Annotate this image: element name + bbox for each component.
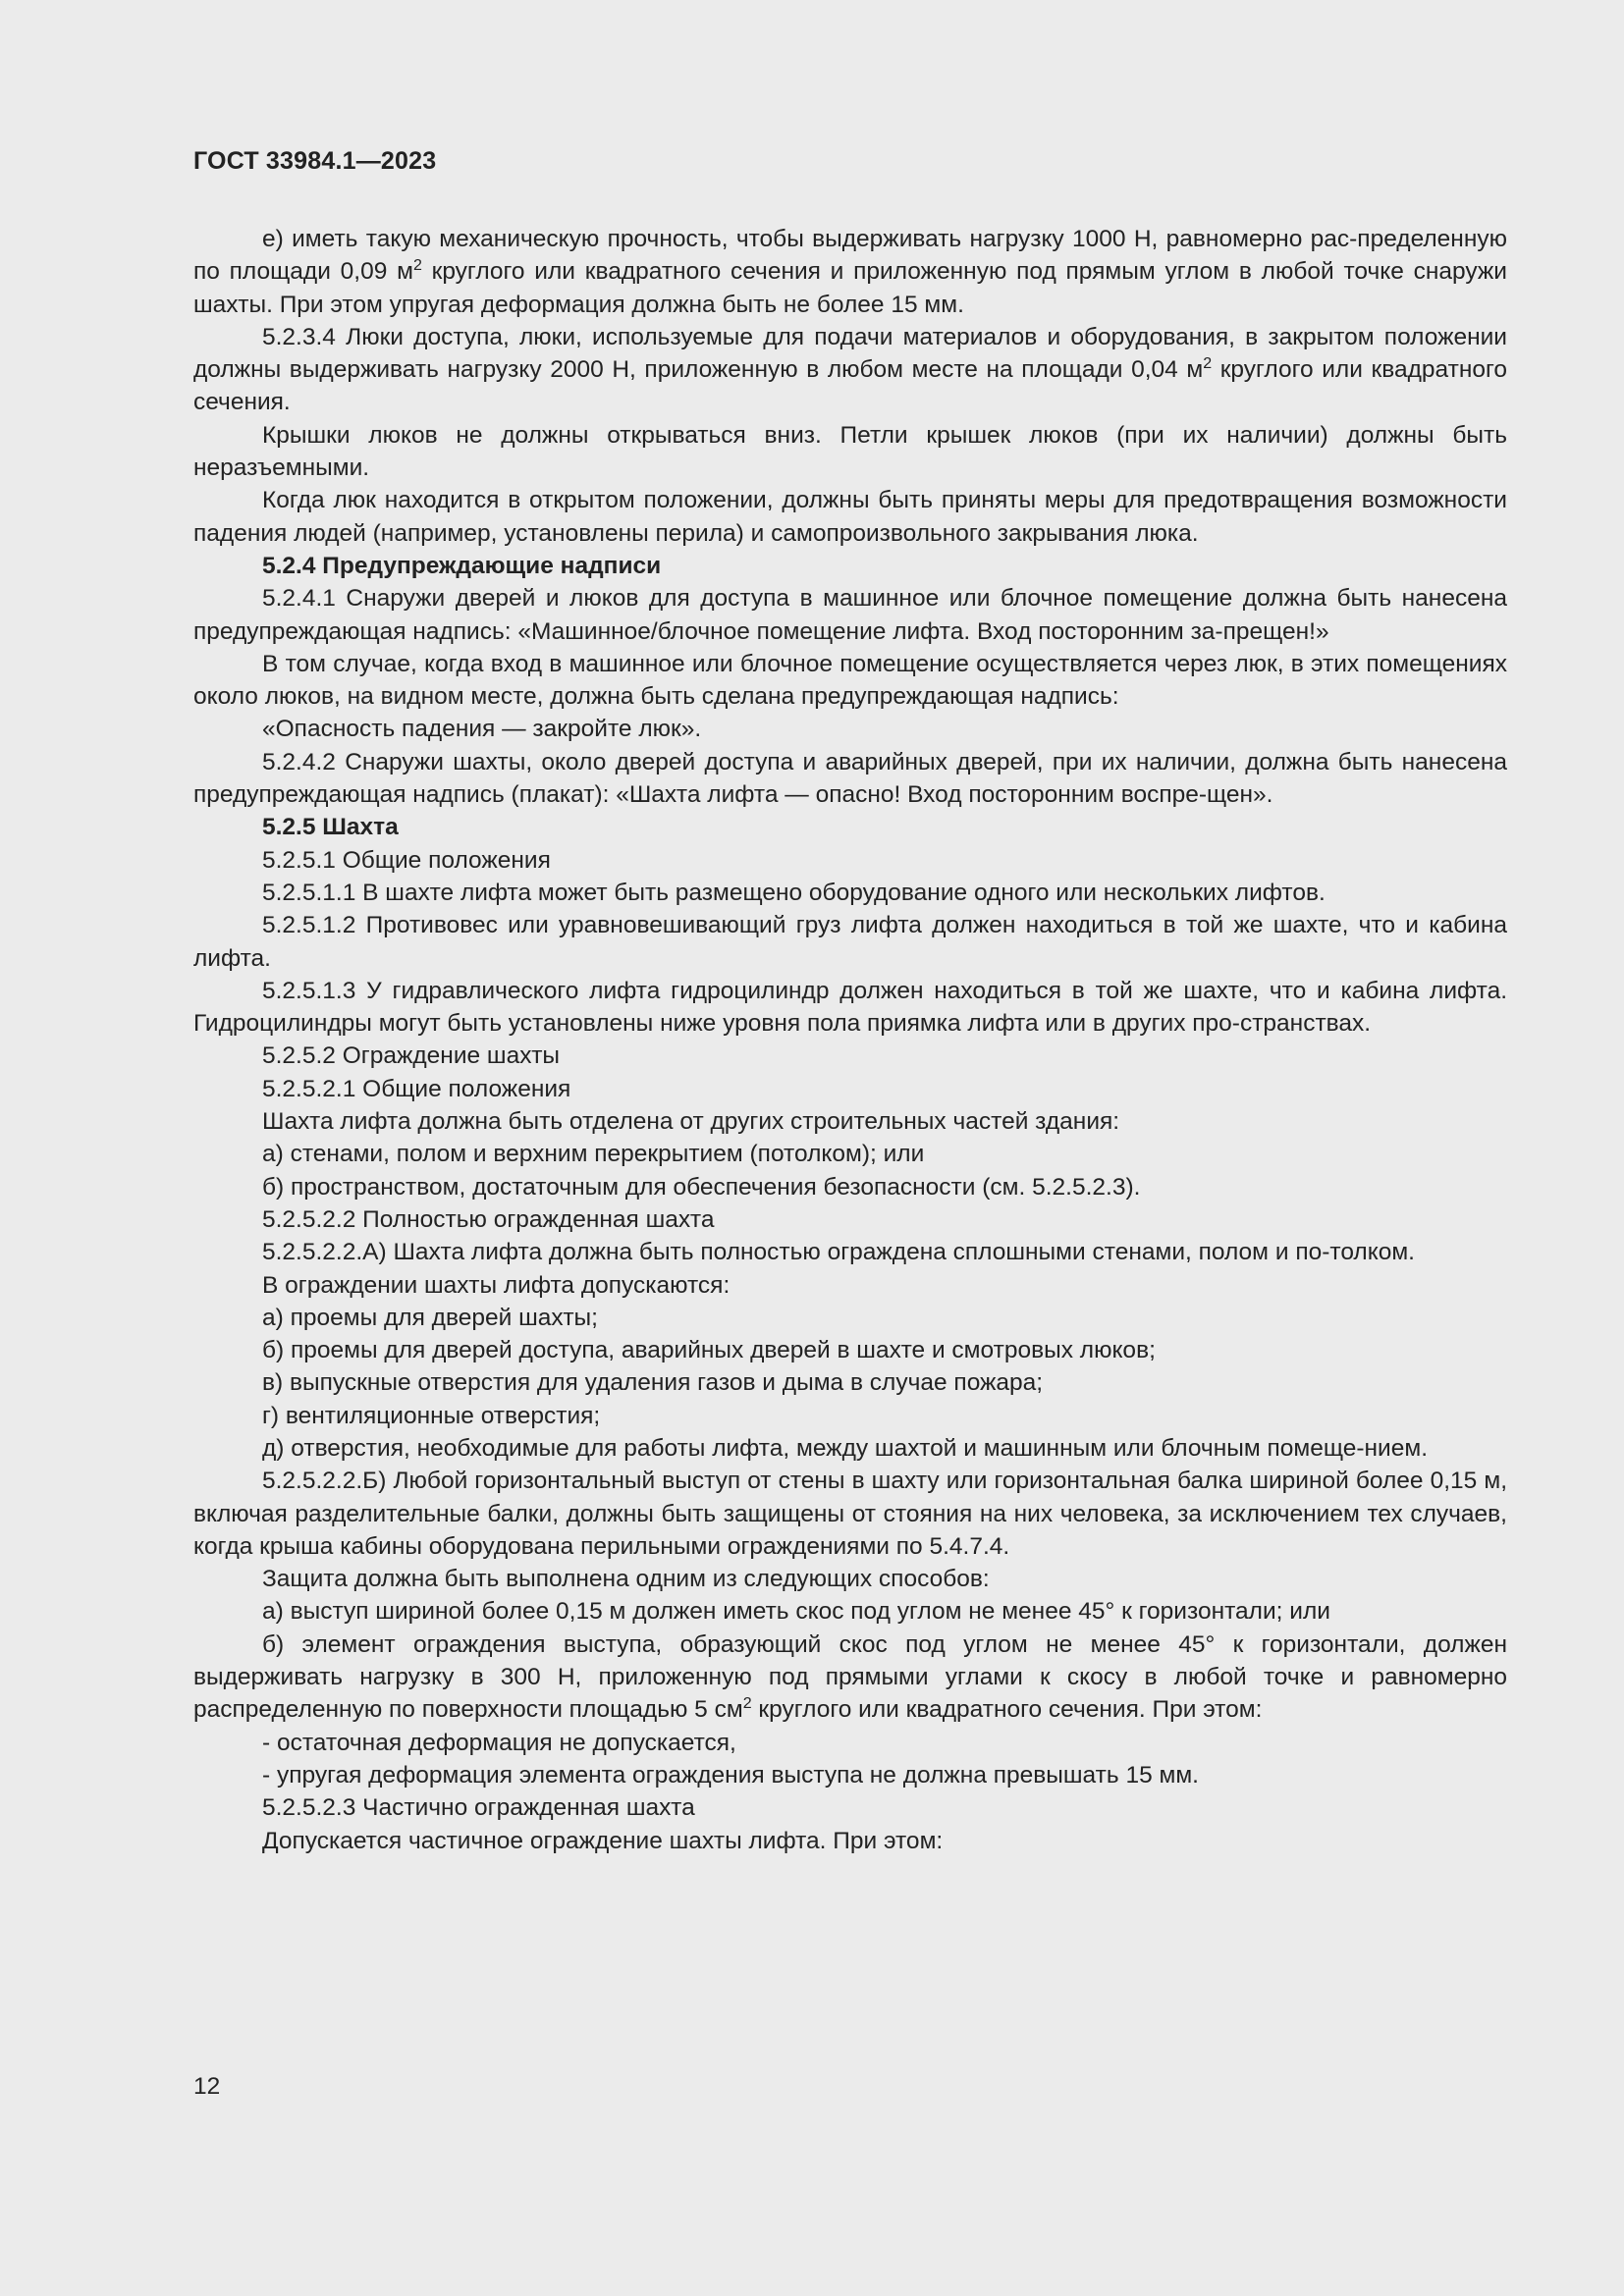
list-item: а) выступ шириной более 0,15 м должен иметь скос под углом не менее 45° к горизонтали; или	[262, 1598, 1330, 1626]
paragraph: Допускается частичное ограждение шахты лифта. При этом:	[262, 1827, 944, 1854]
list-item: а) стенами, полом и верхним перекрытием (потолком); или	[262, 1141, 925, 1168]
subsection-heading: 5.2.5.2.2 Полностью огражденная шахта	[262, 1205, 715, 1233]
paragraph: 5.2.5.1.2 Противовес или уравновешивающий груз лифта должен находиться в той же шахте, что и кабина лифта.	[193, 912, 1507, 972]
paragraph: В том случае, когда вход в машинное или блочное помещение осуществляется через люк, в этих помещениях около люков, на видном месте, должна быть сделана предупреждающая надпись:	[193, 650, 1507, 711]
subsection-heading: 5.2.5.1 Общие положения	[262, 846, 551, 874]
list-item: - остаточная деформация не допускается,	[262, 1729, 736, 1756]
subsection-heading: 5.2.5.2 Ограждение шахты	[262, 1042, 561, 1070]
document-body	[193, 223, 1507, 1857]
paragraph: 5.2.5.1.3 У гидравлического лифта гидроцилиндр должен находиться в той же шахте, что и кабина лифта. Гидроцилиндры могут быть установлены ниже уровня пола приямка лифта или в других про-странствах.	[193, 977, 1507, 1038]
paragraph: е) иметь такую механическую прочность, чтобы выдерживать нагрузку 1000 Н, равномерно рас-пределенную по площади 0,09 $м^2$ круглого или квадратного сечения и приложенную под прямым углом в любой точке снаружи шахты. При этом упругая деформация должна быть не более 15 мм.	[193, 226, 1507, 318]
list-item: б) элемент ограждения выступа, образующий скос под углом не менее 45° к горизонтали, должен выдерживать нагрузку в 300 Н, приложенную под прямыми углами к скосу в любой точке и равномерно распределенную по поверхности площадью 5 $см^2$ круглого или квадратного сечения. При этом:	[193, 1630, 1507, 1724]
paragraph: Когда люк находится в открытом положении, должны быть приняты меры для предотвращения возможности падения людей (например, установлены перила) и самопроизвольного закрывания люка.	[193, 487, 1507, 547]
paragraph: 5.2.4.2 Снаружи шахты, около дверей доступа и аварийных дверей, при их наличии, должна быть нанесена предупреждающая надпись (плакат): «Шахта лифта — опасно! Вход посторонним воспре-щен».	[193, 748, 1507, 809]
list-item: б) проемы для дверей доступа, аварийных дверей в шахте и смотровых люков;	[262, 1337, 1156, 1364]
paragraph: Шахта лифта должна быть отделена от других строительных частей здания:	[262, 1108, 1120, 1136]
list-item: г) вентиляционные отверстия;	[262, 1402, 601, 1429]
page-number: 12	[193, 2073, 221, 2100]
subsection-heading: 5.2.5.2.3 Частично огражденная шахта	[262, 1794, 695, 1822]
list-item: а) проемы для дверей шахты;	[262, 1304, 598, 1331]
subsection-heading: 5.2.5.2.1 Общие положения	[262, 1075, 571, 1102]
list-item: в) выпускные отверстия для удаления газов и дыма в случае пожара;	[262, 1369, 1044, 1397]
paragraph: 5.2.5.1.1 В шахте лифта может быть размещено оборудование одного или нескольких лифтов.	[262, 879, 1326, 906]
list-item: д) отверстия, необходимые для работы лифта, между шахтой и машинным или блочным помеще-нием.	[262, 1434, 1429, 1462]
paragraph: 5.2.5.2.2.А) Шахта лифта должна быть полностью ограждена сплошными стенами, полом и по-толком.	[262, 1239, 1415, 1266]
paragraph: 5.2.5.2.2.Б) Любой горизонтальный выступ от стены в шахту или горизонтальная балка шириной более 0,15 м, включая разделительные балки, должны быть защищены от стояния на них человека, за исключением тех случаев, когда крыша кабины оборудована перильными ограждениями по 5.4.7.4.	[193, 1468, 1507, 1560]
paragraph: Крышки люков не должны открываться вниз. Петли крышек люков (при их наличии) должны быть неразъемными.	[193, 421, 1507, 482]
section-heading: 5.2.4 Предупреждающие надписи	[262, 552, 662, 579]
paragraph: 5.2.3.4 Люки доступа, люки, используемые для подачи материалов и оборудования, в закрытом положении должны выдерживать нагрузку 2000 Н, приложенную в любом месте на площади 0,04 $м^2$ круглого или квадратного сечения.	[193, 323, 1507, 416]
document-code-header: ГОСТ 33984.1—2023	[193, 147, 437, 175]
paragraph: Защита должна быть выполнена одним из следующих способов:	[262, 1566, 990, 1593]
paragraph: 5.2.4.1 Снаружи дверей и люков для доступа в машинное или блочное помещение должна быть нанесена предупреждающая надпись: «Машинное/блочное помещение лифта. Вход посторонним за-прещен!»	[193, 585, 1507, 645]
paragraph: «Опасность падения — закройте люк».	[262, 716, 702, 743]
section-heading: 5.2.5 Шахта	[262, 814, 399, 841]
paragraph: В ограждении шахты лифта допускаются:	[262, 1271, 731, 1299]
list-item: б) пространством, достаточным для обеспечения безопасности (см. 5.2.5.2.3).	[262, 1173, 1141, 1201]
list-item: - упругая деформация элемента ограждения выступа не должна превышать 15 мм.	[262, 1761, 1199, 1789]
